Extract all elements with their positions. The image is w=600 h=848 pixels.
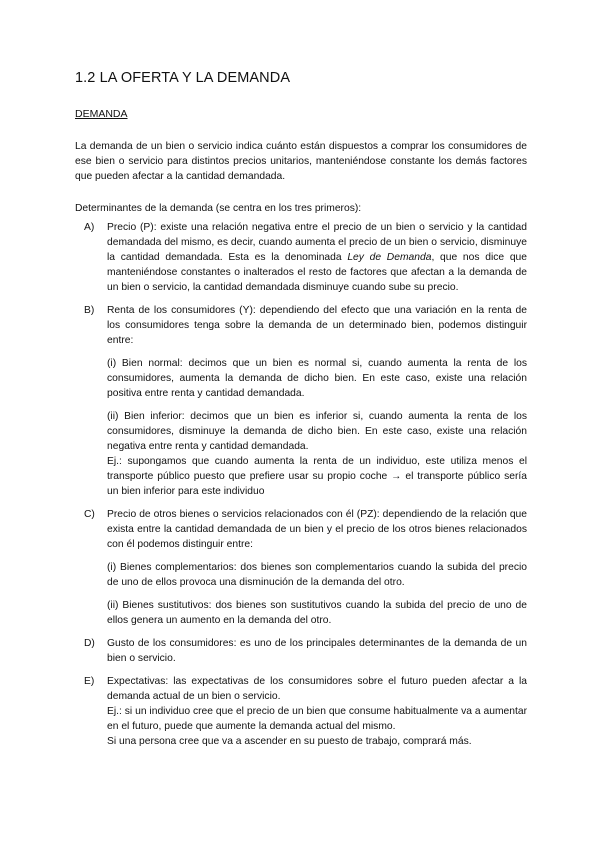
subsection-heading: DEMANDA	[75, 108, 128, 120]
list-item-e	[84, 674, 527, 749]
tastes-paragraph: Gusto de los consumidores: es uno de los principales determinantes de la demanda de un bien o servicio.	[107, 638, 527, 664]
related-goods-paragraph: Precio de otros bienes o servicios relacionados con él (PZ): dependiendo de la relación que exista entre la cantidad demandada de un bien y el precio de los otros bienes relacionados con él podemos distinguir entre:	[107, 509, 527, 550]
intro-paragraph: La demanda de un bien o servicio indica cuánto están dispuestos a comprar los consumidores de ese bien o servicio para distintos precios unitarios, manteniéndose constante los demás factores que pueden afectar a la cantidad demandada.	[75, 141, 527, 182]
expectations-example-1: Ej.: si un individuo cree que el precio de un bien que consume habitualmente va a aumentar en el futuro, puede que aumente la demanda actual del mismo.	[107, 706, 527, 732]
list-marker: D)	[84, 638, 95, 649]
price-paragraph	[107, 220, 527, 295]
price-text: Precio (P): existe una relación negativa entre el precio de un bien o servicio y la cantidad demandada del mismo, es decir, cuando aumenta el precio de un bien o servicio, disminuye la cantidad demandada. Esta es la denominada	[107, 222, 527, 263]
substitute-goods-paragraph: (ii) Bienes sustitutivos: dos bienes son sustitutivos cuando la subida del precio de uno de ellos genera un aumento en la demanda del otro.	[107, 600, 527, 626]
inferior-good-paragraph: (ii) Bien inferior: decimos que un bien es inferior si, cuando aumenta la renta de los consumidores, disminuye la demanda de dicho bien. En este caso, existe una relación negativa entre renta y cantidad demandada.	[107, 411, 527, 452]
income-paragraph: Renta de los consumidores (Y): dependiendo del efecto que una variación en la renta de los consumidores tenga sobre la demanda de un determinado bien, podemos distinguir entre:	[107, 305, 527, 346]
expectations-example-2: Si una persona cree que va a ascender en su puesto de trabajo, comprará más.	[107, 736, 472, 747]
list-item-c	[84, 507, 527, 628]
complementary-goods-paragraph: (i) Bienes complementarios: dos bienes son complementarios cuando la subida del precio de uno de ellos provoca una disminución de la demanda del otro.	[107, 562, 527, 588]
list-item-b	[84, 303, 527, 499]
expectations-paragraph: Expectativas: las expectativas de los consumidores sobre el futuro pueden afectar a la demanda actual de un bien o servicio.	[107, 676, 527, 702]
normal-good-paragraph: (i) Bien normal: decimos que un bien es normal si, cuando aumenta la renta de los consumidores, aumenta la demanda de dicho bien. En este caso, existe una relación positiva entre renta y cantidad demandada.	[107, 358, 527, 399]
list-item-d	[84, 636, 527, 666]
section-heading: 1.2 LA OFERTA Y LA DEMANDA	[75, 70, 291, 86]
price-text-end: , que nos dice que manteniéndose constantes o inalterados el resto de factores que afectan a la demanda de un bien o servicio, la cantidad demandada disminuye cuando sube su precio.	[107, 252, 527, 293]
list-item-a	[84, 220, 527, 295]
law-of-demand-term: Ley de Demanda	[347, 252, 432, 263]
list-marker: E)	[84, 676, 95, 687]
list-marker: C)	[84, 509, 95, 520]
inferior-good-example: Ej.: supongamos que cuando aumenta la renta de un individuo, este utiliza menos el transporte público puesto que prefiere usar su propio coche → el transporte público sería un bien inferior para este individuo	[107, 456, 527, 497]
list-marker: A)	[84, 222, 95, 233]
determinants-title: Determinantes de la demanda (se centra en los tres primeros):	[75, 203, 362, 214]
list-marker: B)	[84, 305, 95, 316]
determinants-list	[84, 220, 527, 757]
